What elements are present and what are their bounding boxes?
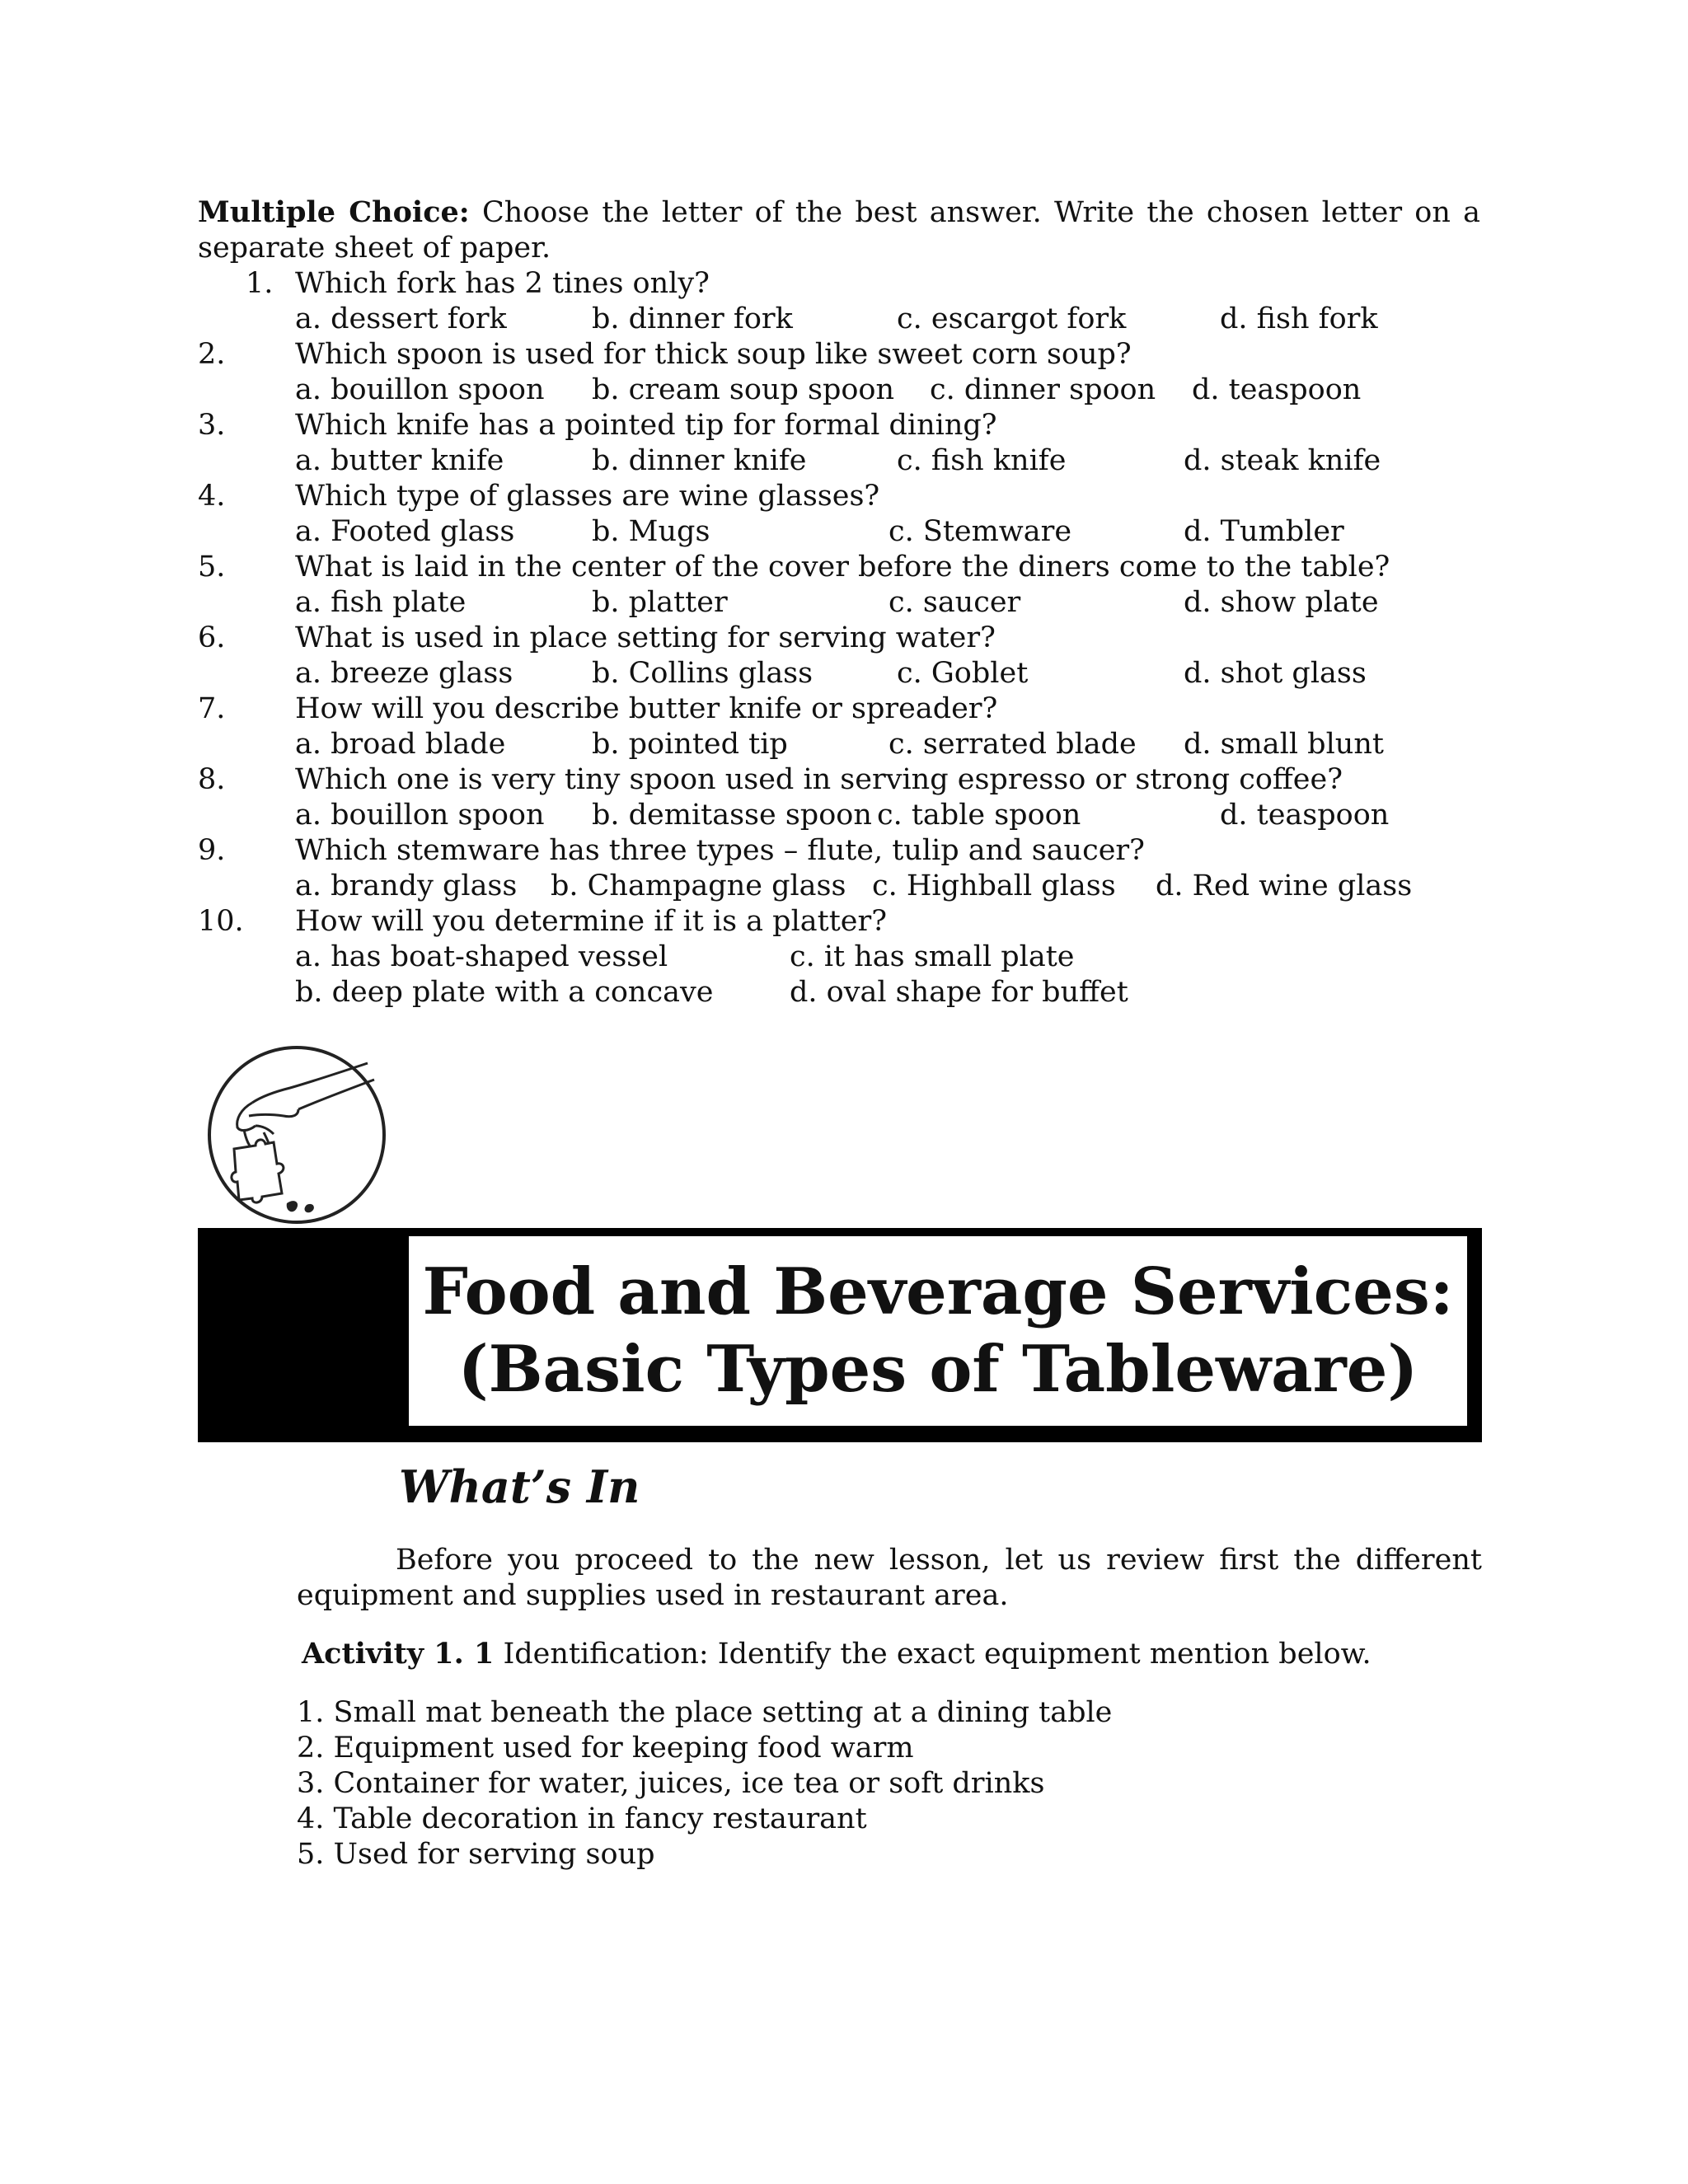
question-number: 6. (198, 621, 226, 654)
question-number: 4. (198, 480, 226, 513)
option-c: c. Stemware (889, 515, 1072, 548)
intro-paragraph (297, 1543, 1482, 1614)
option-a: a. has boat-shaped vessel (295, 940, 668, 973)
list-item: 4. Table decoration in fancy restaurant (297, 1802, 867, 1835)
option-a: a. broad blade (295, 728, 506, 761)
option-a: a. fish plate (295, 586, 467, 619)
lesson-banner (198, 1228, 1482, 1442)
question-text: Which fork has 2 tines only? (295, 267, 710, 300)
option-c: c. escargot fork (897, 302, 1127, 335)
option-d: d. oval shape for buffet (790, 976, 1128, 1009)
question-number: 8. (198, 763, 226, 796)
option-a: a. breeze glass (295, 657, 513, 690)
option-b: b. dinner fork (592, 302, 793, 335)
question-text: Which spoon is used for thick soup like sweet corn soup? (295, 338, 1132, 371)
option-b: b. Mugs (592, 515, 710, 548)
list-item: 3. Container for water, juices, ice tea or soft drinks (297, 1767, 1045, 1800)
option-d: d. steak knife (1184, 444, 1381, 477)
lesson-title-line-2: (Basic Types of Tableware) (457, 1332, 1418, 1407)
instructions (198, 194, 1480, 266)
option-c: c. saucer (889, 586, 1021, 619)
option-c: c. dinner spoon (930, 373, 1156, 406)
option-a: a. bouillon spoon (295, 373, 545, 406)
option-c: c. fish knife (897, 444, 1067, 477)
option-d: d. small blunt (1184, 728, 1384, 761)
option-c: c. it has small plate (790, 940, 1075, 973)
hand-puzzle-piece-icon (198, 1040, 389, 1226)
option-a: a. bouillon spoon (295, 799, 545, 832)
option-b: b. demitasse spoon (592, 799, 872, 832)
lesson-title-line-1: Food and Beverage Services: (422, 1254, 1454, 1329)
identification-list (297, 1695, 1112, 1872)
question-number: 5. (198, 551, 226, 583)
option-b: b. dinner knife (592, 444, 807, 477)
question-number: 1. (246, 267, 274, 300)
option-a: a. butter knife (295, 444, 504, 477)
list-item: 5. Used for serving soup (297, 1838, 655, 1871)
option-b: b. platter (592, 586, 728, 619)
option-b: b. cream soup spoon (592, 373, 895, 406)
option-d: d. show plate (1184, 586, 1379, 619)
instructions-label: Multiple Choice: (198, 195, 470, 229)
list-item: 2. Equipment used for keeping food warm (297, 1732, 914, 1765)
option-c: c. Goblet (897, 657, 1029, 690)
option-d: d. shot glass (1184, 657, 1367, 690)
question-text: How will you determine if it is a platter? (295, 905, 887, 938)
option-b: b. deep plate with a concave (295, 976, 714, 1009)
option-d: d. Tumbler (1184, 515, 1344, 548)
option-b: b. Champagne glass (551, 869, 846, 902)
option-a: a. Footed glass (295, 515, 515, 548)
activity-label: Activity 1. 1 (302, 1637, 495, 1671)
option-c: c. Highball glass (872, 869, 1116, 902)
question-text: Which stemware has three types – flute, tulip and saucer? (295, 834, 1145, 867)
question-text: Which one is very tiny spoon used in serving espresso or strong coffee? (295, 763, 1343, 796)
question-number: 9. (198, 834, 226, 867)
option-d: d. Red wine glass (1156, 869, 1413, 902)
question-text: What is used in place setting for serving water? (295, 621, 996, 654)
question-number: 2. (198, 338, 226, 371)
option-b: b. pointed tip (592, 728, 788, 761)
option-b: b. Collins glass (592, 657, 814, 690)
lesson-title-box (409, 1236, 1467, 1426)
question-number: 10. (198, 905, 244, 938)
question-text: What is laid in the center of the cover before the diners come to the table? (295, 551, 1390, 583)
question-text: How will you describe butter knife or spreader? (295, 692, 998, 725)
list-item: 1. Small mat beneath the place setting at a dining table (297, 1696, 1113, 1729)
option-a: a. dessert fork (295, 302, 507, 335)
option-c: c. serrated blade (889, 728, 1137, 761)
option-d: d. teaspoon (1220, 799, 1390, 832)
activity-instructions (302, 1637, 1372, 1671)
option-a: a. brandy glass (295, 869, 518, 902)
option-c: c. table spoon (877, 799, 1081, 832)
option-d: d. teaspoon (1192, 373, 1362, 406)
section-heading: What’s In (399, 1460, 640, 1513)
question-text: Which type of glasses are wine glasses? (295, 480, 880, 513)
option-d: d. fish fork (1220, 302, 1378, 335)
question-number: 7. (198, 692, 226, 725)
question-number: 3. (198, 409, 226, 442)
question-text: Which knife has a pointed tip for formal dining? (295, 409, 997, 442)
intro-text: Before you proceed to the new lesson, let us review first the different equipment and supplies used in restaurant area. (297, 1544, 1482, 1612)
instructions-text: Choose the letter of the best answer. Write the chosen letter on a separate sheet of paper. (198, 196, 1480, 265)
activity-text: Identification: Identify the exact equipment mention below. (494, 1638, 1372, 1671)
